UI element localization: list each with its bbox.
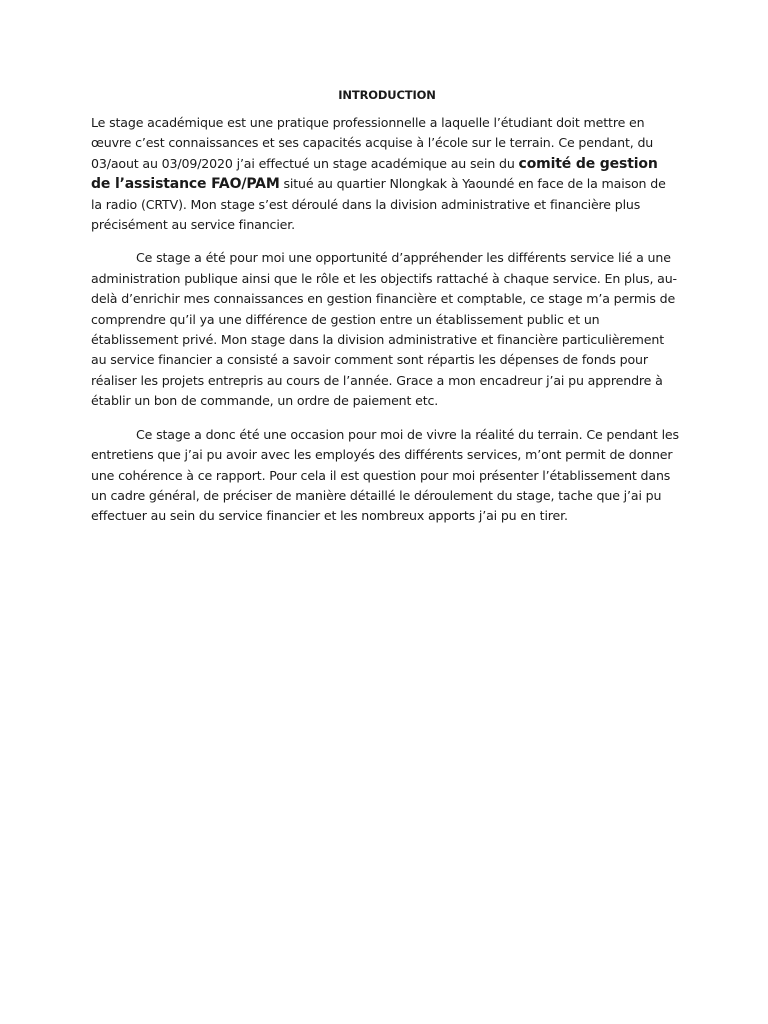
paragraph-3: Ce stage a donc été une occasion pour moi de vivre la réalité du terrain. Ce pendant les entretiens que j’ai pu avoir avec les employés des différents services, m’ont permit de donner une cohérence à ce rapport. Pour cela il est question pour moi présenter l’établissement dans un cadre général, de préciser de manière détaillé le déroulement du stage, tache que j’ai pu effectuer au sein du service financier et les nombreux apports j’ai pu en tirer. xyxy=(91,426,679,524)
paragraph-1 xyxy=(91,113,679,235)
paragraph-1-text-end: situé au quartier Nlongkak à Yaoundé en face de la maison de la radio (CRTV). Mon stage s’est déroulé dans la division administrative et financière plus précisément au service financier. xyxy=(91,176,666,233)
document-body xyxy=(91,85,679,540)
section-title: INTRODUCTION xyxy=(338,88,436,102)
organization-name: comité de gestion de l’assistance FAO/PAM xyxy=(91,155,658,193)
paragraph-1-text-start: Le stage académique est une pratique professionnelle a laquelle l’étudiant doit mettre en œuvre c’est connaissances et ses capacités acquise à l’école sur le terrain. Ce pendant, du 03/aout au 03/09/2020 j’ai effectué un stage académique au sein du xyxy=(91,115,654,171)
paragraph-2: Ce stage a été pour moi une opportunité d’appréhender les différents service lié a une administration publique ainsi que le rôle et les objectifs rattaché à chaque service. En plus, au-delà d’enrichir mes connaissances en gestion financière et comptable, ce stage m’a permis de comprendre qu’il ya une différence de gestion entre un établissement public et un établissement privé. Mon stage dans la division administrative et financière particulièrement au service financier a consisté a savoir comment sont répartis les dépenses de fonds pour réaliser les projets entrepris au cours de l’année. Grace a mon encadreur j’ai pu apprendre à établir un bon de commande, un ordre de paiement etc. xyxy=(91,250,677,409)
